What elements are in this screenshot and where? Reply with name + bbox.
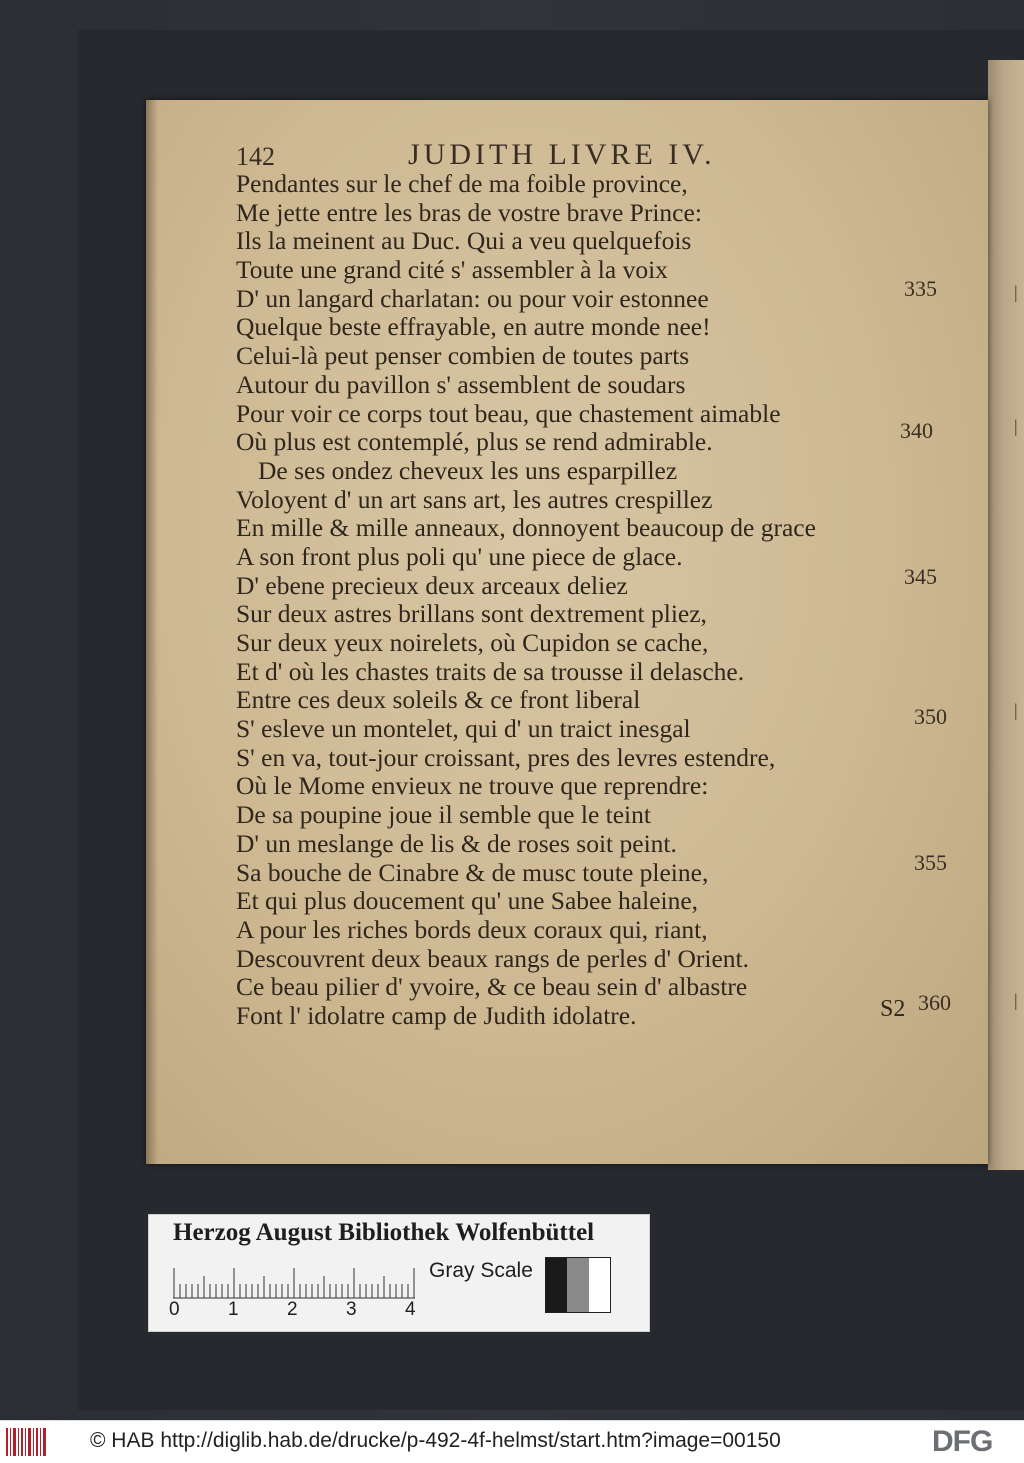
page-number: 142 (236, 142, 275, 171)
verse-line: En mille & mille anneaux, donnoyent beaucoup de grace (236, 513, 816, 543)
copyright-url-text[interactable]: © HAB http://diglib.hab.de/drucke/p-492-4f-helmst/start.htm?image=00150 (90, 1429, 781, 1452)
edge-mark: | (1014, 416, 1018, 436)
verse-line: Ce beau pilier d' yvoire, & ce beau sein d' albastre (236, 972, 748, 1002)
verse-line: D' un meslange de lis & de roses soit peint. (236, 828, 677, 858)
line-number: 360 (918, 990, 951, 1015)
verse-line: Pour voir ce corps tout beau, que chastement aimable (236, 398, 781, 428)
verse-line: S' en va, tout-jour croissant, pres des levres estendre, (236, 742, 776, 772)
verse-line: Voloyent d' un art sans art, les autres crespillez (236, 484, 713, 514)
verse-line: Sur deux yeux noirelets, où Cupidon se cache, (236, 628, 709, 657)
verse-line: Autour du pavillon s' assemblent de soudars (236, 369, 686, 399)
verse-line: Celui-là peut penser combien de toutes parts (236, 341, 690, 371)
gray-swatch (546, 1258, 567, 1312)
verse-line: Quelque beste effrayable, en autre monde nee! (236, 312, 711, 342)
line-number: 335 (904, 276, 937, 301)
line-number: 340 (900, 418, 933, 443)
verse-line: Descouvrent deux beaux rangs de perles d' Orient. (236, 943, 750, 973)
ruler-number: 2 (287, 1299, 298, 1320)
color-scale-card (148, 1214, 650, 1332)
ruler-number: 3 (346, 1299, 357, 1320)
ruler-icon (173, 1265, 415, 1299)
verse-line: Pendantes sur le chef de ma foible province, (236, 169, 688, 198)
signature-mark: S2 (880, 996, 906, 1022)
edge-mark: | (1014, 990, 1018, 1010)
adjacent-page-edge (988, 60, 1024, 1170)
verse-line: D' ebene precieux deux arceaux deliez (236, 570, 628, 600)
verse-line: De sa poupine joue il semble que le teint (236, 800, 651, 830)
ruler-number: 0 (169, 1299, 180, 1320)
verse-line: Sur deux astres brillans sont dextrement pliez, (236, 599, 707, 629)
verse-line: Ils la meinent au Duc. Qui a veu quelquefois (236, 226, 692, 256)
running-title: JUDITH LIVRE IV. (408, 138, 716, 171)
barcode-icon (6, 1428, 46, 1456)
ruler-number: 1 (228, 1299, 239, 1320)
library-name: Herzog August Bibliothek Wolfenbüttel (173, 1219, 595, 1246)
gray-swatch (567, 1258, 588, 1312)
edge-mark: | (1014, 282, 1018, 302)
verse-line: A pour les riches bords deux coraux qui, riant, (236, 914, 708, 944)
verse-line: Où plus est contemplé, plus se rend admirable. (236, 427, 713, 457)
footer-bar (0, 1420, 1024, 1463)
verse-line: Et d' où les chastes traits de sa trousse il delasche. (236, 656, 745, 686)
verse-line: De ses ondez cheveux les uns esparpillez (258, 455, 678, 485)
ruler-number: 4 (405, 1299, 416, 1320)
verse-line: S' esleve un montelet, qui d' un traict inesgal (236, 714, 691, 744)
verse-line: Sa bouche de Cinabre & de musc toute pleine, (236, 857, 709, 887)
verse-line: A son front plus poli qu' une piece de glace. (236, 541, 683, 571)
line-number: 355 (914, 850, 947, 875)
verse-line: D' un langard charlatan: ou pour voir estonnee (236, 283, 709, 313)
dfg-logo: DFG (932, 1425, 993, 1458)
verse-line: Entre ces deux soleils & ce front liberal (236, 685, 641, 715)
line-number: 345 (904, 564, 937, 589)
gray-scale-swatches (545, 1257, 611, 1313)
ruler-numbers (169, 1299, 429, 1325)
page-gutter-shadow (146, 100, 158, 1164)
verse-line: Où le Mome envieux ne trouve que reprendre: (236, 771, 709, 801)
gray-scale-label: Gray Scale (429, 1259, 533, 1282)
verse-text (236, 170, 896, 1031)
verse-line: Toute une grand cité s' assembler à la voix (236, 255, 668, 285)
edge-mark: | (1014, 700, 1018, 720)
line-number: 350 (914, 704, 947, 729)
gray-swatch (589, 1258, 610, 1312)
verse-line: Me jette entre les bras de vostre brave Prince: (236, 197, 702, 227)
verse-line: Font l' idolatre camp de Judith idolatre. (236, 1000, 637, 1030)
verse-line: Et qui plus doucement qu' une Sabee haleine, (236, 886, 699, 916)
